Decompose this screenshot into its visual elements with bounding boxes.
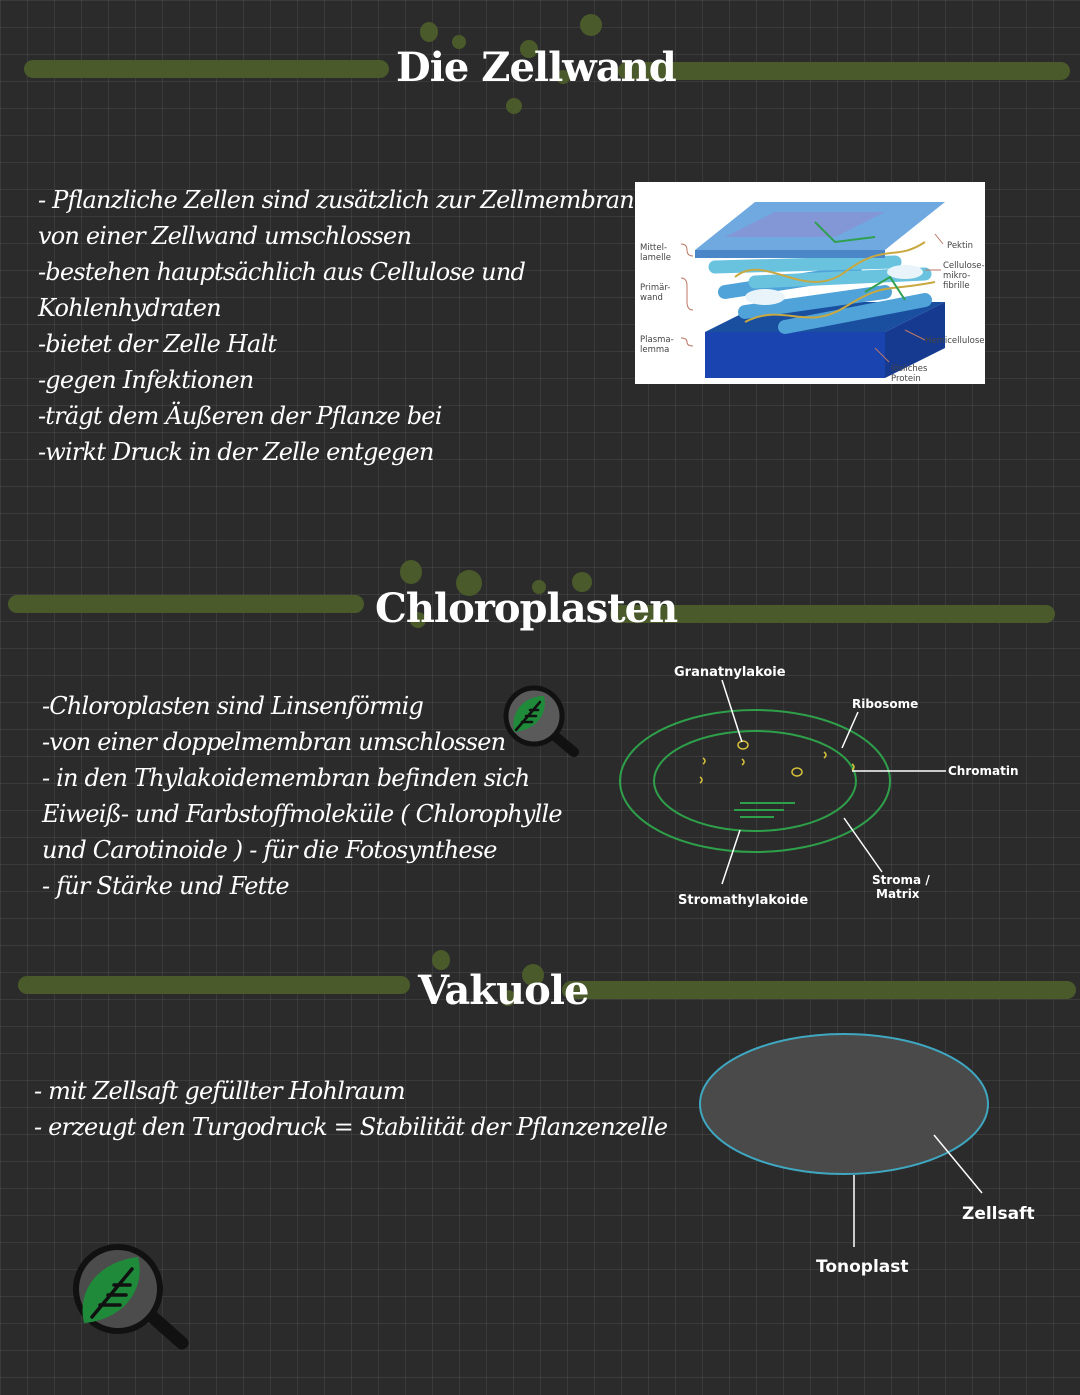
label-chromatin: Chromatin — [948, 764, 1019, 778]
note-line: -trägt dem Äußeren der Pflanze bei — [38, 402, 442, 430]
note-line: -bietet der Zelle Halt — [38, 330, 277, 358]
section-title-vakuole: Vakuole — [418, 967, 589, 1014]
label-stromathylakoide: Stromathylakoide — [678, 893, 809, 908]
cw-label-cellulose-3: fibrille — [943, 281, 970, 291]
cw-label-cellulose-1: Cellulose- — [943, 261, 985, 271]
decor-dot — [580, 14, 602, 36]
cw-label-plasmalemma-1: Plasma- — [640, 335, 674, 345]
note-line: -von einer doppelmembran umschlossen — [42, 728, 506, 756]
note-line: - mit Zellsaft gefüllter Hohlraum — [34, 1077, 405, 1105]
chloroplasten-notes — [42, 688, 562, 904]
note-line: von einer Zellwand umschlossen — [38, 222, 412, 250]
magnifier-leaf-icon — [66, 1235, 196, 1355]
cw-label-mittellamelle-2: lamelle — [640, 253, 672, 263]
title-bar-left — [24, 60, 389, 78]
label-granathylakoide: Granatnylakoie — [674, 665, 786, 680]
note-line: und Carotinoide ) - für die Fotosynthese — [42, 836, 497, 864]
decor-dot — [400, 560, 422, 584]
title-bar-right — [618, 62, 1070, 80]
magnifier-leaf-icon — [500, 682, 582, 758]
note-line: - für Stärke und Fette — [42, 872, 289, 900]
label-matrix: Matrix — [876, 887, 920, 901]
cw-label-protein-1: lösliches — [891, 364, 928, 374]
vacuole-diagram — [690, 1025, 1070, 1295]
cw-label-protein-2: Protein — [891, 374, 921, 384]
label-tonoplast: Tonoplast — [816, 1257, 909, 1277]
chloroplast-diagram — [610, 650, 1050, 930]
note-line: -wirkt Druck in der Zelle entgegen — [38, 438, 434, 466]
title-bar-left — [18, 976, 410, 994]
note-line: - Pflanzliche Zellen sind zusätzlich zur Zellmembran — [38, 186, 634, 214]
note-line: Eiweiß- und Farbstoffmoleküle ( Chlorophylle — [42, 800, 562, 828]
cw-label-primaerwand-2: wand — [640, 293, 663, 303]
cw-label-plasmalemma-2: lemma — [640, 345, 670, 355]
cell-wall-diagram — [635, 182, 985, 384]
note-line: - in den Thylakoidemembran befinden sich — [42, 764, 530, 792]
cw-label-primaerwand-1: Primär- — [640, 283, 671, 293]
cw-label-pektin: Pektin — [947, 241, 974, 251]
zellwand-notes — [38, 182, 634, 470]
section-title-chloroplasten: Chloroplasten — [375, 585, 678, 632]
cw-label-mittellamelle-1: Mittel- — [640, 243, 668, 253]
label-zellsaft: Zellsaft — [962, 1204, 1035, 1224]
note-line: -bestehen hauptsächlich aus Cellulose und — [38, 258, 526, 286]
note-line: Kohlenhydraten — [38, 294, 221, 322]
label-stroma: Stroma / — [872, 873, 930, 887]
label-ribosome: Ribosome — [852, 697, 919, 711]
cw-label-hemicellulose: Hemicellulose — [925, 336, 985, 346]
vakuole-notes — [34, 1073, 667, 1145]
title-bar-left — [8, 595, 364, 613]
note-line: -Chloroplasten sind Linsenförmig — [42, 692, 424, 720]
cw-label-cellulose-2: mikro- — [943, 271, 971, 281]
section-title-zellwand: Die Zellwand — [396, 44, 676, 91]
title-bar-right — [562, 981, 1076, 999]
note-line: -gegen Infektionen — [38, 366, 254, 394]
note-line: - erzeugt den Turgodruck = Stabilität der Pflanzenzelle — [34, 1113, 668, 1141]
decor-dot — [420, 22, 438, 42]
decor-dot — [506, 98, 522, 114]
